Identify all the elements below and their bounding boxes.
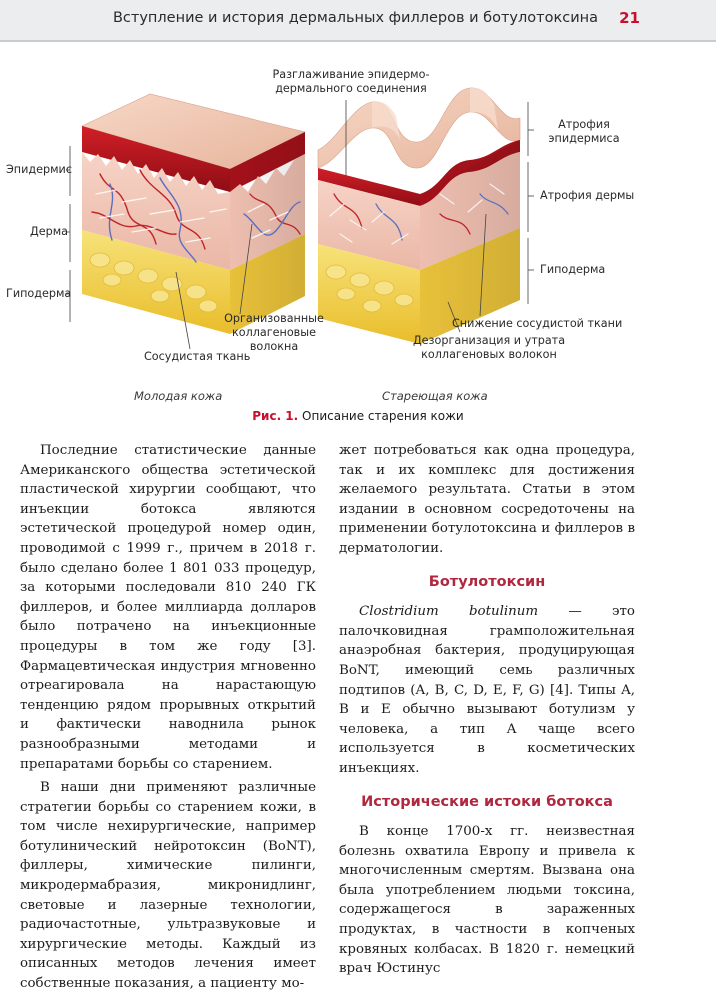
skin-aging-figure — [0, 44, 716, 434]
label-hypodermis: Гиподерма — [6, 287, 72, 300]
aging-skin-block — [318, 88, 520, 344]
label-atrophy-epidermis: Атрофия эпидермиса — [548, 118, 620, 145]
paragraph: В конце 1700-х гг. неизвестная болезнь охватила Европу и привела к многочисленным смертям. Вызвана она была употреблением людьми токсина, содержащегося в зараженных продуктах, в частности в копченых кровяных колбасах. В 1820 г. немецкий врач Юстинус — [339, 824, 635, 977]
section-heading-history: Исторические истоки ботокса — [361, 793, 613, 810]
paragraph: Последние статистические данные Американского общества эстетической пластической хирургии сообщают, что инъекции ботокса являются эстетической процедурой номер один, проводимой с 1999 г., причем в 2018 г. было сделано более 1 801 033 процедур, за которыми последовали 810 240 ГК филлеров, и более миллиарда долларов было потрачено на инъекционные процедуры в том же году [3]. Фармацевтическая индустрия мгновенно отреагировала на нарастающую тенденцию рядом прорывных открытий и фактически наводнила рынок разнообразными методами и препаратами борьбы со старением. — [20, 443, 316, 772]
label-dermis: Дерма — [30, 225, 69, 238]
paragraph: жет потребоваться как одна процедура, так и их комплекс для достижения желаемого результата. Статьи в этом издании в основном сосредоточены на применении ботулотоксина и филлеров в дерматологии. — [339, 443, 635, 556]
young-skin-block — [82, 94, 305, 334]
running-title: Вступление и история дермальных филлеров и ботулотоксина — [112, 10, 598, 26]
section-heading-botulinum: Ботулотоксин — [428, 573, 546, 590]
label-aging-skin: Стареющая кожа — [382, 389, 488, 403]
paragraph: В наши дни применяют различные стратегии борьбы со старением кожи, в том числе нехирургические, например ботулинический нейротоксин (BoNT), филлеры, химические пилинги, микродермабразия, микронидлинг, световые и лазерные технологии, радиочастотные, ультразвуковые и хирургические методы. Каждый из описанных методов лечения имеет собственные показания, а пациенту мо- — [20, 780, 316, 992]
species-name: Clostridium botulinum — [359, 604, 539, 620]
label-vascular-tissue: Сосудистая ткань — [144, 350, 251, 363]
caption-number: Рис. 1. — [252, 409, 299, 423]
paragraph: Clostridium botulinum — это палочковидная грамположительная анаэробная бактерия, продуцирующая BoNT, имеющий семь различных подтипов (A, B, C, D, E, F, G) [4]. Типы A, B и E обычно вызывают ботулизм у человека, а тип A чаще всего используется в косметических инъекциях. — [339, 604, 635, 776]
page-header — [0, 0, 716, 42]
page-number: 21 — [619, 9, 640, 27]
label-flattening: Разглаживание эпидермо- дермального соединения — [272, 68, 430, 95]
figure-caption — [0, 409, 716, 423]
label-hypodermis-right: Гиподерма — [540, 263, 606, 276]
label-organized-collagen: Организованные коллагеновые волокна — [224, 312, 324, 353]
label-vascular-decrease: Снижение сосудистой ткани — [452, 317, 623, 330]
label-disorganization: Дезорганизация и утрата коллагеновых волокон — [412, 334, 566, 361]
label-young-skin: Молодая кожа — [134, 389, 223, 403]
label-atrophy-dermis: Атрофия дермы — [540, 189, 635, 202]
skin-illustration — [0, 44, 716, 404]
caption-text: Описание старения кожи — [298, 409, 464, 423]
left-column — [20, 441, 316, 994]
label-epidermis: Эпидермис — [6, 163, 72, 176]
right-column — [339, 441, 635, 979]
